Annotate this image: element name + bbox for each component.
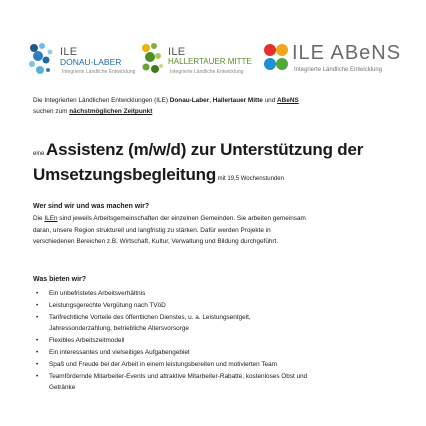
- list-item: • Ein unbefristetes Arbeitsverhältnis: [33, 288, 403, 300]
- logo-ile-abens: [262, 40, 412, 80]
- ilen-term: ILEn: [44, 215, 58, 222]
- list-item-continuation: Getränke: [49, 384, 76, 392]
- job-headline: [33, 137, 413, 187]
- intro-line-1: Die Integrierten Ländlichen Entwicklungen (ILE) Donau-Laber, Hallertauer Mitte und ABeNS: [33, 97, 299, 104]
- logo-ile-donau-laber: [28, 40, 138, 80]
- list-item: • Flexibles Arbeitszeitmodell: [33, 335, 403, 347]
- headline-eine: eine: [33, 151, 47, 157]
- hallertauer-ile: ILE: [168, 46, 186, 58]
- logo-bar: [0, 40, 426, 80]
- section-who-line: Die ILEn sind jeweils Arbeitsgemeinschaften der einzelnen Gemeinden. Sie arbeiten gemeinsam: [33, 215, 306, 222]
- intro-start-date: nächstmöglichen Zeitpunkt: [69, 108, 153, 115]
- list-item: • Leistungsgerechte Vergütung nach TVöD: [33, 300, 403, 312]
- donau-laber-name: DONAU-LABER: [60, 57, 122, 67]
- logo-ile-hallertauer-mitte: [140, 40, 260, 80]
- headline-title-1: Assistenz (m/w/d) zur Unterstützung der: [46, 140, 364, 159]
- intro-paragraph: [33, 95, 403, 117]
- headline-title-2: Umsetzungsbegleitung: [33, 165, 217, 184]
- offer-list: [33, 288, 403, 394]
- intro-name-abens: ABeNS: [277, 97, 299, 104]
- hallertauer-dots-icon: [140, 40, 170, 80]
- list-item: • Tarifrechtliche Vorteile des öffentlichen Dienstes, u. a. Leistungsentgelt,: [33, 312, 403, 324]
- list-item: • Ein interessantes und vielseitiges Aufgabengebiet: [33, 347, 403, 359]
- section-who-line: verschiedenen Bereichen z.B. Wirtschaft, Kultur, Verwaltung und Bildung durchgeführt.: [33, 238, 279, 245]
- headline-hours: mit 19,5 Wochenstunden: [216, 176, 284, 182]
- section-who-line: daran, unsere Region strukturell und langfristig zu stärken. Dafür werden Projekte in: [33, 226, 271, 234]
- donau-laber-tagline: Integrierte Ländliche Entwicklung: [62, 69, 136, 75]
- donau-laber-ile: ILE: [60, 46, 78, 58]
- list-item: • Teamfördernde Mitarbeiter-Events und attraktive Mitarbeiter-Rabatte, kostenloses Obst und: [33, 371, 403, 383]
- hallertauer-name: HALLERTAUER MITTE: [168, 57, 252, 66]
- section-who-title: Wer sind wir und was machen wir?: [33, 203, 150, 210]
- donau-laber-dots-icon: [28, 40, 64, 80]
- intro-line-2: suchen zum nächstmöglichen Zeitpunkt: [33, 108, 153, 115]
- abens-tagline: Integrierte Ländliche Entwicklung: [294, 67, 383, 73]
- hallertauer-tagline: Integrierte Ländliche Entwicklung: [170, 69, 244, 75]
- intro-name-donau-laber: Donau-Laber: [169, 97, 210, 104]
- section-offer-title: Was bieten wir?: [33, 276, 87, 283]
- abens-title: ILE ABeNS: [292, 42, 402, 64]
- list-item-continuation: Jahressonderzahlung, betriebliche Altersvorsorge: [49, 325, 189, 333]
- section-who-text: [33, 213, 393, 248]
- intro-name-hallertauer: Hallertauer Mitte: [212, 97, 263, 104]
- abens-dots-icon: [262, 40, 294, 80]
- list-item: • Spaß und Freude bei der Arbeit in einem leistungsbereiten und motivierten Team: [33, 359, 403, 371]
